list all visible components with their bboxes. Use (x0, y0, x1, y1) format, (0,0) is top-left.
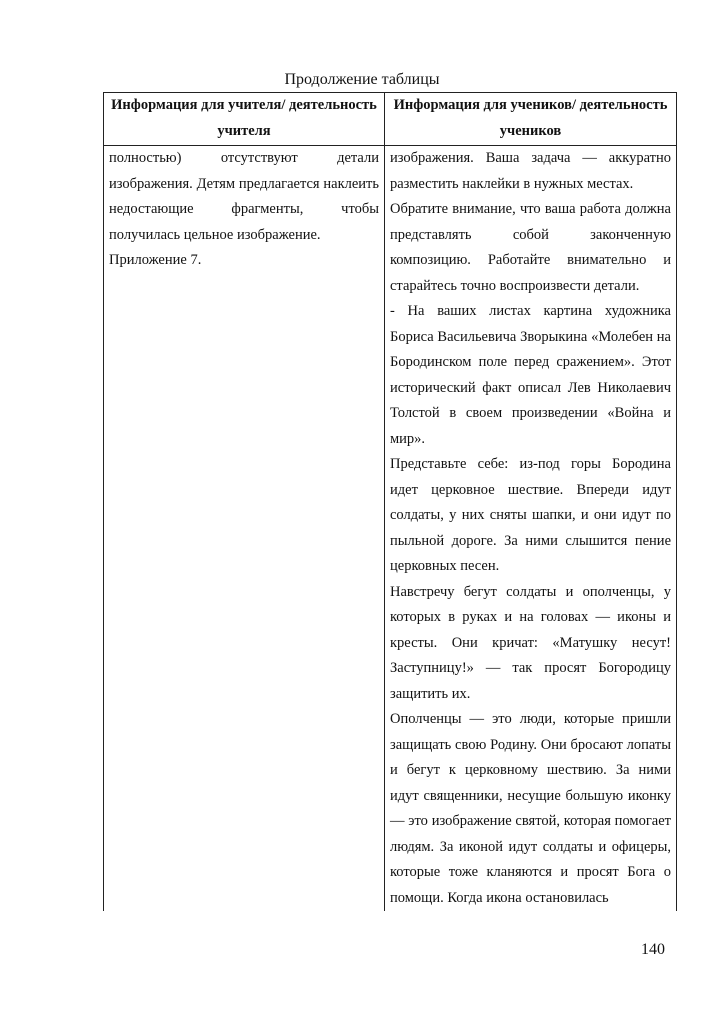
student-paragraph: - На ваших листах картина художника Бориса Васильевича Зворыкина «Молебен на Бородинском поле перед сражением». Этот исторический факт описал Лев Николаевич Толстой в своем произведении «Война и мир». (390, 303, 671, 447)
student-paragraph: Ополченцы — это люди, которые пришли защищать свою Родину. Они бросают лопаты и бегут к церковному шествию. За ними идут священники, несущие большую иконку — это изображение святой, которая помогает людям. За иконой идут солдаты и офицеры, которые тоже кланяются и просят Бога о помощи. Когда икона остановилась (390, 711, 671, 906)
header-teacher: Информация для учителя/ деятельность учителя (104, 93, 385, 146)
student-paragraph: Обратите внимание, что ваша работа должна представлять собой законченную композицию. Работайте внимательно и старайтесь точно воспроизвести детали. (390, 201, 671, 294)
student-paragraph: Навстречу бегут солдаты и ополченцы, у которых в руках и на головах — иконы и кресты. Они кричат: «Матушку несут! Заступницу!» — так просят Богородицу защитить их. (390, 583, 671, 702)
student-paragraph: Представьте себе: из-под горы Бородина идет церковное шествие. Впереди идут солдаты, у них сняты шапки, и они идут по пыльной дороге. За ними слышится пение церковных песен. (390, 456, 671, 574)
header-students: Информация для учеников/ деятельность учеников (385, 93, 677, 146)
table-row (104, 146, 677, 912)
students-cell (385, 146, 677, 912)
page-number: 140 (641, 941, 665, 958)
teacher-cell (104, 146, 385, 912)
teacher-line: получилась цельное изображение. (109, 226, 321, 243)
teacher-line: Приложение 7. (109, 252, 202, 268)
teacher-line: недостающие фрагменты, чтобы (109, 201, 379, 217)
table-caption: Продолжение таблицы (284, 71, 440, 88)
lesson-table (103, 92, 677, 911)
student-paragraph: изображения. Ваша задача — аккуратно разместить наклейки в нужных местах. (390, 150, 671, 192)
table-header-row (104, 93, 677, 146)
teacher-line: изображения. Детям предлагается наклеить (109, 175, 379, 192)
teacher-line: полностью) отсутствуют детали (109, 150, 379, 166)
